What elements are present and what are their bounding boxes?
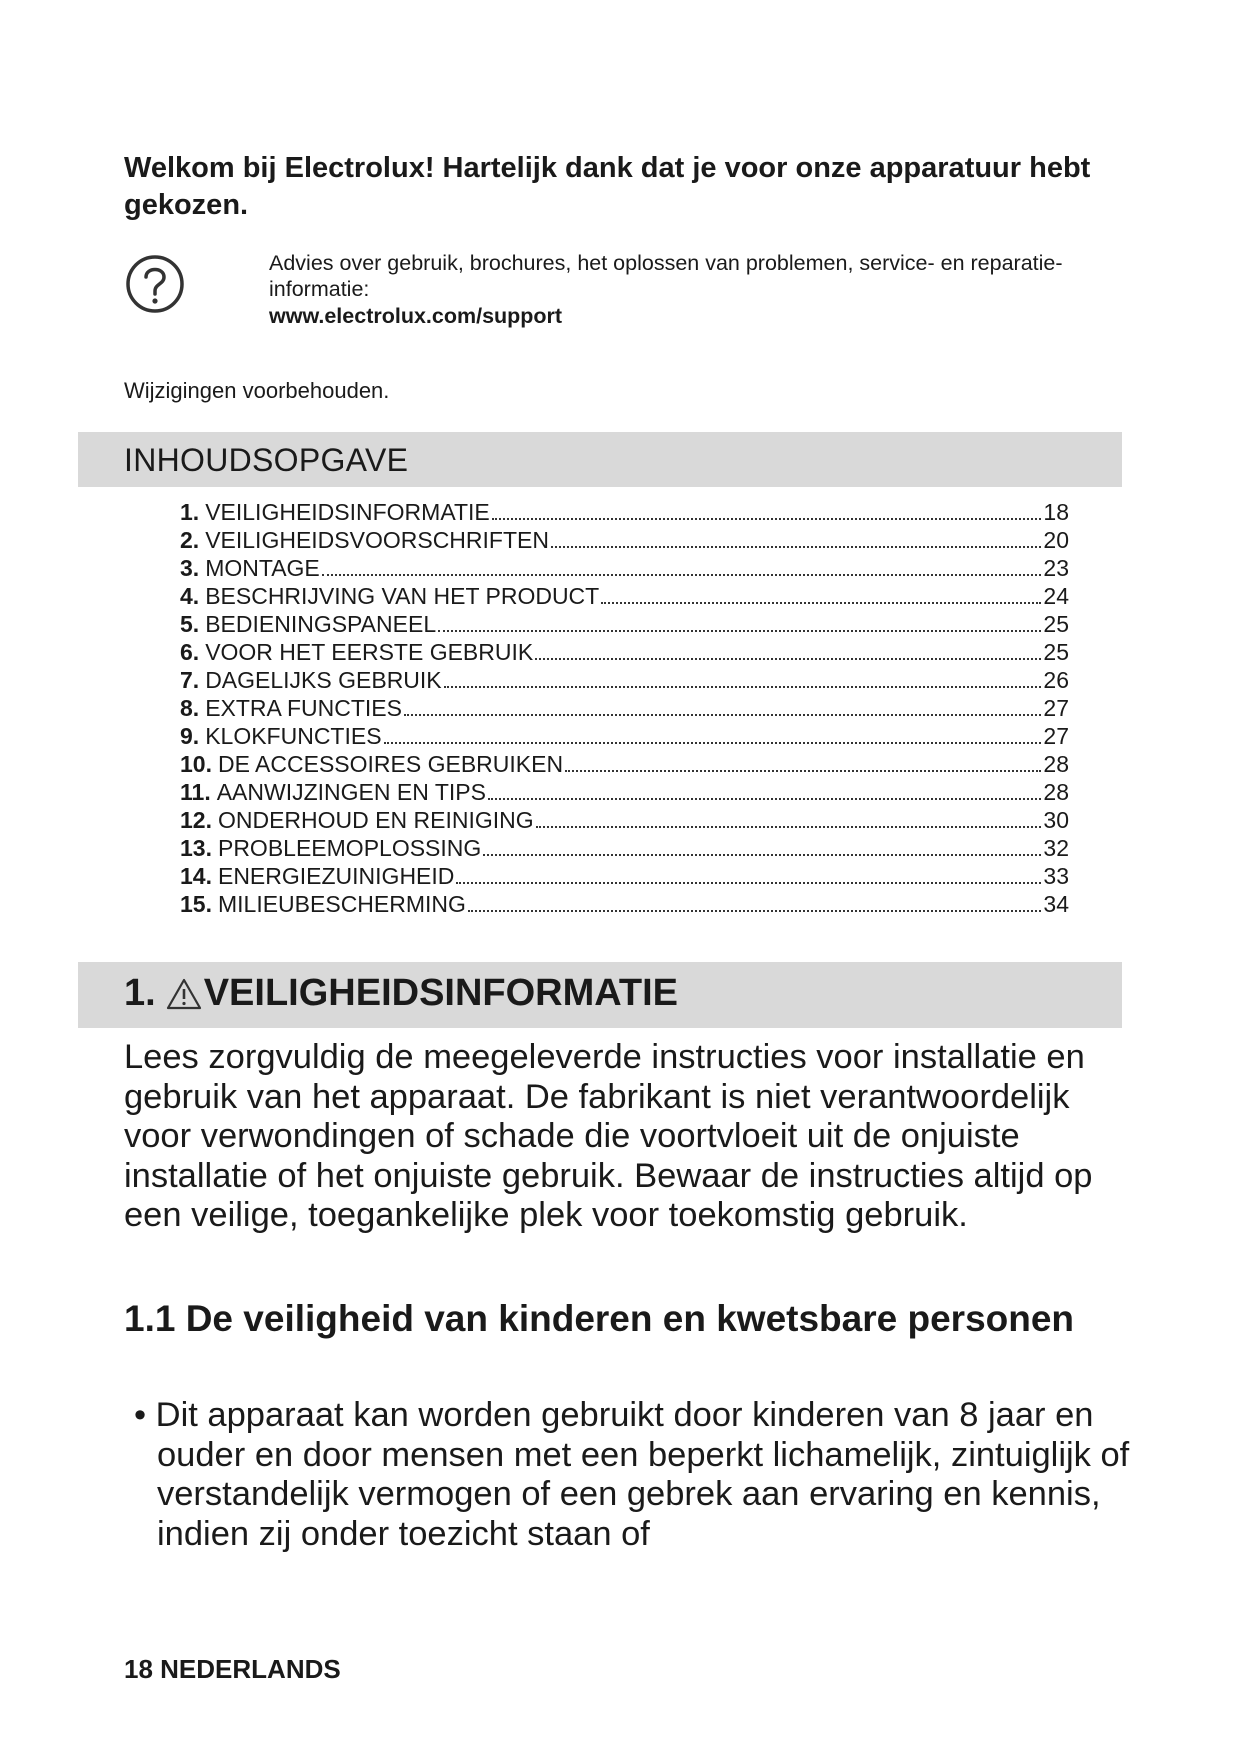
toc-entry-label: VEILIGHEIDSVOORSCHRIFTEN — [205, 527, 549, 553]
toc-leader-dots — [483, 853, 1041, 856]
toc-entry[interactable] — [180, 694, 1069, 722]
toc-entry[interactable] — [180, 890, 1069, 918]
toc-leader-dots — [322, 573, 1042, 576]
toc-entry[interactable] — [180, 750, 1069, 778]
toc-entry-page: 28 — [1043, 779, 1069, 805]
warning-triangle-icon — [166, 978, 202, 1010]
toc-entry-number: 1. — [180, 499, 200, 525]
toc-leader-dots — [601, 601, 1041, 604]
toc-entry-page: 25 — [1043, 611, 1069, 637]
toc-entry-number: 11. — [180, 779, 211, 805]
toc-entry-page: 24 — [1043, 583, 1069, 609]
toc-entry-page: 30 — [1043, 807, 1069, 833]
toc-entry-page: 18 — [1043, 499, 1069, 525]
toc-entry-number: 2. — [180, 527, 200, 553]
toc-entry-label: BESCHRIJVING VAN HET PRODUCT — [205, 583, 600, 609]
toc-entry[interactable] — [180, 526, 1069, 554]
toc-entry[interactable] — [180, 610, 1069, 638]
section-number: 1. — [124, 972, 156, 1014]
toc-entry-label: DE ACCESSOIRES GEBRUIKEN — [217, 751, 564, 777]
page-footer: 18 NEDERLANDS — [124, 1654, 341, 1684]
table-of-contents — [180, 498, 1069, 918]
support-link[interactable]: www.electrolux.com/support — [269, 304, 563, 328]
toc-entry-page: 23 — [1043, 555, 1069, 581]
toc-entry[interactable] — [180, 862, 1069, 890]
toc-leader-dots — [565, 769, 1041, 772]
toc-entry-page: 20 — [1043, 527, 1069, 553]
toc-entry[interactable] — [180, 666, 1069, 694]
toc-header-band — [78, 432, 1122, 487]
toc-entry-number: 14. — [180, 863, 212, 889]
toc-leader-dots — [536, 825, 1042, 828]
toc-leader-dots — [535, 657, 1041, 660]
toc-leader-dots — [404, 713, 1041, 716]
toc-entry[interactable] — [180, 638, 1069, 666]
toc-entry-label: DAGELIJKS GEBRUIK — [205, 667, 442, 693]
toc-leader-dots — [551, 545, 1041, 548]
toc-leader-dots — [456, 881, 1041, 884]
toc-entry-number: 13. — [180, 835, 212, 861]
toc-leader-dots — [468, 909, 1041, 912]
toc-entry[interactable] — [180, 722, 1069, 750]
toc-leader-dots — [438, 629, 1041, 632]
toc-entry-number: 7. — [180, 667, 200, 693]
toc-entry-page: 27 — [1043, 723, 1069, 749]
toc-entry-label: AANWIJZINGEN EN TIPS — [216, 779, 486, 805]
toc-entry-label: VEILIGHEIDSINFORMATIE — [205, 499, 490, 525]
toc-entry-label: MONTAGE — [205, 555, 320, 581]
toc-entry-label: VOOR HET EERSTE GEBRUIK — [205, 639, 534, 665]
toc-entry-number: 4. — [180, 583, 200, 609]
section-header-band — [78, 962, 1122, 1028]
bullet-item: • Dit apparaat kan worden gebruikt door kinderen van 8 jaar en ouder en door mensen met een beperkt lichamelijk, zintuiglijk of verstandelijk vermogen of een gebrek aan ervaring en kennis, indien zij onder toezicht staan of — [134, 1396, 1130, 1553]
toc-leader-dots — [444, 685, 1042, 688]
section-title — [124, 972, 678, 1015]
toc-entry-label: ENERGIEZUINIGHEID — [217, 863, 455, 889]
toc-entry-number: 3. — [180, 555, 200, 581]
toc-entry-label: PROBLEEMOPLOSSING — [217, 835, 482, 861]
toc-entry-number: 15. — [180, 891, 212, 917]
toc-entry[interactable] — [180, 834, 1069, 862]
changes-notice: Wijzigingen voorbehouden. — [124, 378, 390, 403]
toc-entry-page: 26 — [1043, 667, 1069, 693]
toc-entry-number: 6. — [180, 639, 200, 665]
toc-entry-number: 8. — [180, 695, 200, 721]
support-block — [124, 250, 1104, 340]
toc-leader-dots — [488, 797, 1041, 800]
question-mark-circle-icon — [124, 253, 186, 315]
intro-paragraph: Lees zorgvuldig de meegeleverde instructies voor installatie en gebruik van het apparaat. De fabrikant is niet verantwoordelijk voor verwondingen of schade die voortvloeit uit de onjuiste installatie of het onjuiste gebruik. Bewaar de instructies altijd op een veilige, toegankelijke plek voor toekomstig gebruik. — [124, 1038, 1093, 1234]
toc-entry[interactable] — [180, 582, 1069, 610]
toc-entry-page: 34 — [1043, 891, 1069, 917]
toc-entry-label: EXTRA FUNCTIES — [205, 695, 402, 721]
toc-entry-label: BEDIENINGSPANEEL — [205, 611, 437, 637]
toc-title: INHOUDSOPGAVE — [124, 442, 409, 478]
toc-entry[interactable] — [180, 498, 1069, 526]
section-title-text: VEILIGHEIDSINFORMATIE — [203, 972, 679, 1014]
toc-leader-dots — [492, 517, 1042, 520]
support-text — [269, 250, 1109, 329]
toc-entry-page: 28 — [1043, 751, 1069, 777]
toc-entry[interactable] — [180, 778, 1069, 806]
toc-entry[interactable] — [180, 554, 1069, 582]
toc-entry-page: 33 — [1043, 863, 1069, 889]
toc-entry-label: KLOKFUNCTIES — [205, 723, 382, 749]
subsection-title: 1.1 De veiligheid van kinderen en kwetsbare personen — [124, 1298, 1075, 1339]
toc-entry-label: MILIEUBESCHERMING — [217, 891, 466, 917]
toc-entry-number: 10. — [180, 751, 212, 777]
toc-entry-number: 9. — [180, 723, 200, 749]
toc-entry-number: 12. — [180, 807, 212, 833]
toc-entry-page: 27 — [1043, 695, 1069, 721]
toc-entry[interactable] — [180, 806, 1069, 834]
toc-entry-number: 5. — [180, 611, 200, 637]
toc-entry-label: ONDERHOUD EN REINIGING — [217, 807, 534, 833]
toc-leader-dots — [384, 741, 1042, 744]
toc-entry-page: 32 — [1043, 835, 1069, 861]
welcome-heading: Welkom bij Electrolux! Hartelijk dank dat je voor onze apparatuur hebt gekozen. — [124, 152, 1091, 221]
support-description: Advies over gebruik, brochures, het oplossen van problemen, service- en reparatie-informatie: — [269, 251, 1063, 301]
toc-entry-page: 25 — [1043, 639, 1069, 665]
